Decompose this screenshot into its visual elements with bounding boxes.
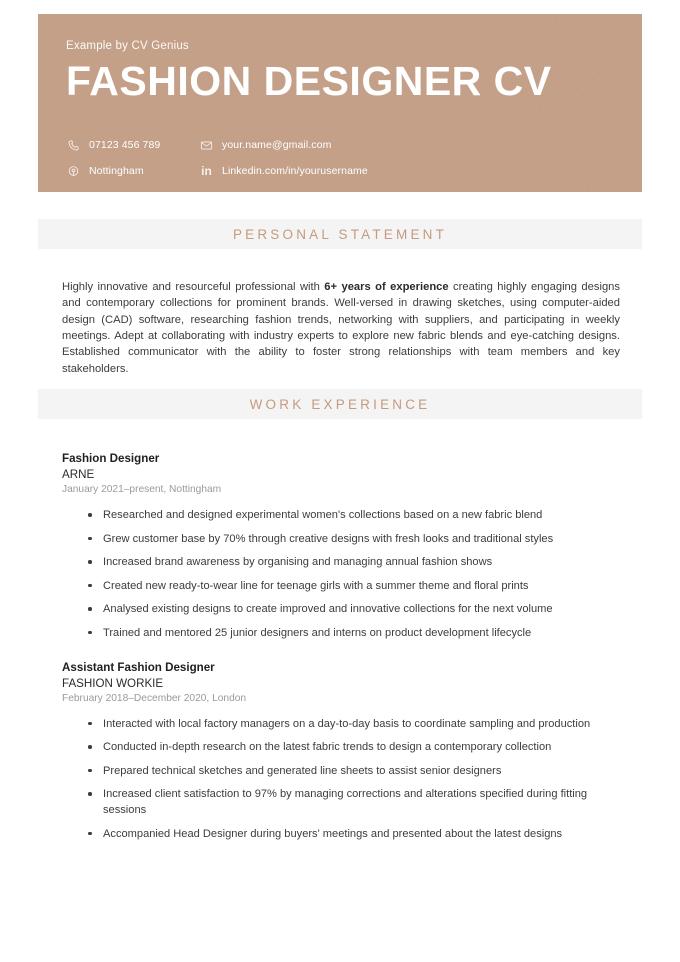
list-item: Interacted with local factory managers on a day-to-day basis to coordinate sampling and production xyxy=(62,716,624,732)
contact-location xyxy=(66,164,199,179)
list-item: Created new ready-to-wear line for teenage girls with a summer theme and floral prints xyxy=(62,578,624,594)
job-title: Assistant Fashion Designer xyxy=(62,660,215,674)
job-responsibility-list xyxy=(62,507,624,641)
linkedin-icon: in xyxy=(201,164,212,178)
list-item: Trained and mentored 25 junior designers and interns on product development lifecycle xyxy=(62,625,624,641)
job-company: FASHION WORKIE xyxy=(62,676,164,690)
contact-row-2 xyxy=(66,158,586,184)
statement-part-2: creating highly engaging designs and contemporary collections for prominent brands. Well-versed in drawing sketches, using computer-aided design (CAD) software, researching fashion trends, networking with suppliers, and participating in weekly meetings. Adept at collaborating with industry experts to explore new fabric blends and eye-catching designs. Established communicator with the ability to foster strong relationships with team members and key stakeholders. xyxy=(62,281,620,375)
list-item: Conducted in-depth research on the latest fabric trends to design a contemporary collection xyxy=(62,739,624,755)
contact-phone-text: 07123 456 789 xyxy=(89,139,161,151)
statement-highlight: 6+ years of experience xyxy=(324,281,449,294)
job-title: Fashion Designer xyxy=(62,452,160,465)
contact-details xyxy=(66,132,586,184)
job-responsibility-list xyxy=(62,716,624,842)
job-entry xyxy=(62,661,624,842)
section-header-personal-statement xyxy=(38,219,642,249)
contact-email[interactable] xyxy=(199,138,331,153)
contact-row-1 xyxy=(66,132,586,158)
job-dates: February 2018–December 2020, London xyxy=(62,692,247,704)
location-pin-icon xyxy=(66,164,81,179)
list-item: Increased brand awareness by organising and managing annual fashion shows xyxy=(62,554,624,570)
statement-part-1: Highly innovative and resourceful professional with xyxy=(62,281,325,294)
list-item: Analysed existing designs to create improved and innovative collections for the next volume xyxy=(62,601,624,617)
job-spacer xyxy=(62,651,624,661)
contact-linkedin[interactable] xyxy=(199,164,368,179)
list-item: Prepared technical sketches and generated line sheets to assist senior designers xyxy=(62,763,624,779)
list-item: Increased client satisfaction to 97% by managing corrections and alterations specified during fitting sessions xyxy=(62,786,624,818)
section-heading-text: WORK EXPERIENCE xyxy=(249,396,431,412)
list-item: Accompanied Head Designer during buyers' meetings and presented about the latest designs xyxy=(62,826,624,842)
list-item: Grew customer base by 70% through creative designs with fresh looks and traditional styles xyxy=(62,531,624,547)
list-item: Researched and designed experimental women's collections based on a new fabric blend xyxy=(62,507,624,523)
job-company: ARNE xyxy=(62,468,95,481)
page-title: FASHION DESIGNER CV xyxy=(66,58,552,104)
contact-phone[interactable] xyxy=(66,138,199,153)
contact-linkedin-text: Linkedin.com/in/yourusername xyxy=(222,165,368,177)
email-icon xyxy=(199,138,214,153)
work-experience-list xyxy=(62,452,624,852)
example-by-label: Example by CV Genius xyxy=(66,40,189,52)
header-text-block xyxy=(38,14,642,104)
contact-location-text: Nottingham xyxy=(89,165,144,177)
personal-statement-text xyxy=(62,279,620,377)
section-header-work-experience xyxy=(38,389,642,419)
contact-email-text: your.name@gmail.com xyxy=(222,139,332,151)
job-dates: January 2021–present, Nottingham xyxy=(62,484,222,495)
phone-icon xyxy=(66,138,81,153)
job-entry xyxy=(62,452,624,641)
section-heading-text: PERSONAL STATEMENT xyxy=(232,226,448,242)
